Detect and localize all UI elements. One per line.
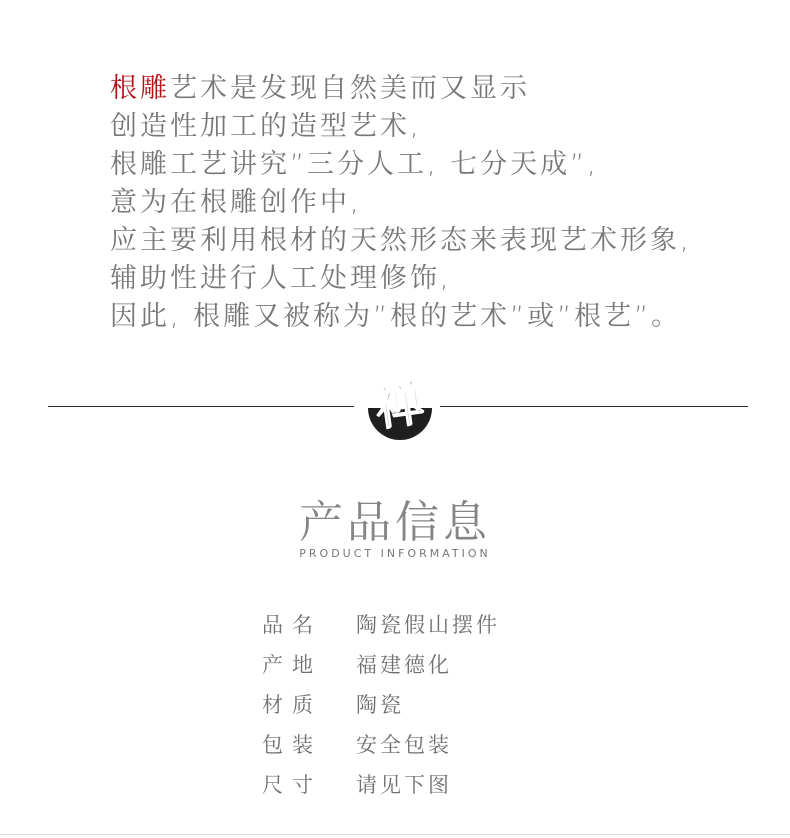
info-value: 请见下图: [356, 773, 452, 797]
intro-line-1-rest: 艺术是发现自然美而又显示: [170, 73, 530, 104]
info-label: 材质: [262, 693, 322, 717]
intro-line-2: 创造性加工的造型艺术,: [110, 111, 422, 142]
info-value: 陶瓷: [356, 693, 404, 717]
intro-line-5: 应主要利用根材的天然形态来表现艺术形象,: [110, 225, 692, 256]
info-row: [262, 644, 500, 684]
divider-right: [440, 406, 748, 407]
info-row: [262, 724, 500, 764]
intro-line-3: 根雕工艺讲究”三分人工, 七分天成”,: [110, 149, 599, 180]
zen-emblem-icon: [364, 372, 436, 444]
bottom-rule: [0, 834, 790, 835]
emblem-glyph: 禅: [372, 374, 428, 438]
intro-paragraph: [110, 70, 770, 336]
info-label: 尺寸: [262, 773, 322, 797]
intro-line-4: 意为在根雕创作中,: [110, 187, 362, 218]
section-subtitle: PRODUCT INFORMATION: [299, 547, 491, 560]
info-value: 福建德化: [356, 653, 452, 677]
info-label: 品名: [262, 613, 322, 637]
section-title: 产品信息: [299, 497, 491, 548]
intro-line-7: 因此, 根雕又被称为”根的艺术”或”根艺”。: [110, 301, 682, 332]
intro-line-6: 辅助性进行人工处理修饰,: [110, 263, 452, 294]
divider-left: [48, 406, 354, 407]
info-row: [262, 684, 500, 724]
intro-line-1: [110, 70, 770, 108]
info-row: [262, 764, 500, 804]
info-value: 陶瓷假山摆件: [356, 613, 500, 637]
product-info-table: [262, 604, 500, 804]
info-value: 安全包装: [356, 733, 452, 757]
info-row: [262, 604, 500, 644]
info-label: 产地: [262, 653, 322, 677]
info-label: 包装: [262, 733, 322, 757]
intro-highlight: 根雕: [110, 73, 170, 104]
